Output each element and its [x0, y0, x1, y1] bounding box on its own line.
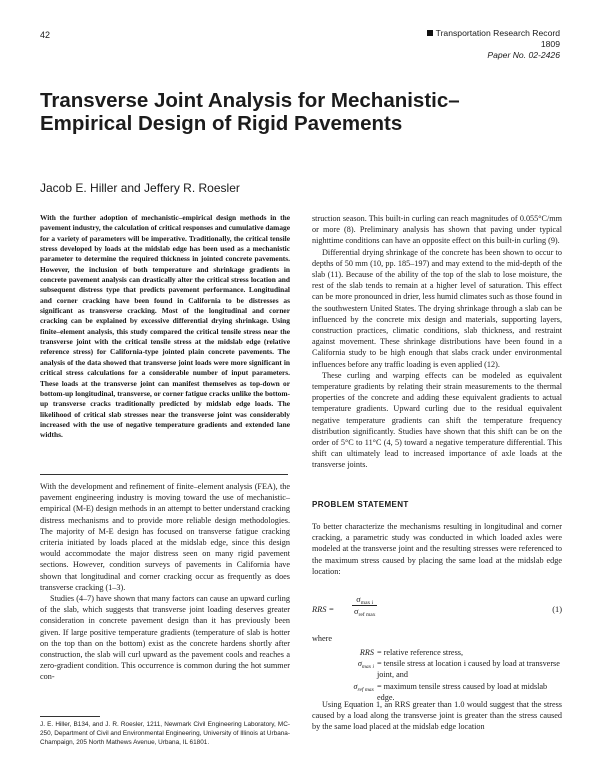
definition-row	[312, 647, 562, 658]
equation-fraction	[352, 595, 377, 616]
equation-denominator: $\sigma_{ref max}$	[354, 607, 376, 618]
section-heading: PROBLEM STATEMENT	[312, 500, 409, 509]
right-paragraph-1: struction season. This built-in curling can reach magnitudes of 0.055°C/mm or more (8). Preliminary analysis has shown that paving under typical nighttime conditions can have an opposite effect on this built-in curling (9).	[312, 214, 562, 246]
where-label: where	[312, 634, 333, 643]
right-body	[312, 213, 562, 471]
left-body	[40, 481, 290, 683]
equation-1	[312, 591, 562, 627]
right-paragraph-3: These curling and warping effects can be modeled as equivalent temperature gradients by relating their strain measurements to the thermal properties of the concrete and adding these equivalent gradients to actual temperature gradients. Upward curling due to the residual equivalent negative temperature gradients can shift the temperature frequency distribution significantly. Studies have shown that this shift can be on the order of 5°C to 11°C (4, 5) toward a negative temperature differential. This shift can ultimately lead to increased importance of axle loads at the transverse joints.	[312, 370, 562, 470]
definition-row	[312, 658, 562, 680]
square-bullet-icon	[427, 30, 433, 36]
equation-numerator: $\sigma_{max i}$	[356, 595, 374, 606]
page-number: 42	[40, 30, 51, 40]
abstract-divider	[40, 474, 288, 475]
abstract	[40, 213, 290, 441]
right-paragraph-2: Differential drying shrinkage of the concrete has been shown to occur to depths of 50 mm (10, pp. 185–197) and may extend to the mid-depth of the slab (11). Because of the ability of the top of the slab to lose moisture, the rest of the slab tends to remain at a higher level of saturation. This effect can be more pronounced in drier, less humid climates such as those found in the southwestern United States. The drying shrinkage through a slab can be influenced by the concrete mix design and materials, supporting layers, construction practices, climatic conditions, slab thickness, and restraint against movement. These shrinkage distributions have been found in a California study to be high enough that slabs crack under environmental influences before any traffic loading is even applied (12).	[312, 247, 562, 369]
left-paragraph-2: Studies (4–7) have shown that many factors can cause an upward curling of the slab, which suggests that transverse joint loading deserves greater consideration in concrete pavement design than it has previously been given. If large positive temperature gradients (temperature of slab is hotter on the top than on the bottom) exist as the concrete hardens shortly after construction, the slab will curl upward as the pavement cools and reaches a zero-gradient condition. This occurrence is common during the hot summer con-	[40, 594, 290, 682]
abstract-text: With the further adoption of mechanistic–empirical design methods in the pavement industry, the calculation of critical responses and cumulative damage for a variety of parameters will be imperative. Traditionally, the critical tensile stress developed by loads at the midslab edge has been used as a mechanistic parameter to determine the required thickness in jointed concrete pavements. However, the inclusion of both temperature and shrinkage gradients in concrete pavement analysis can drastically alter the critical stress location and subsequent distress type that predicts pavement performance. Longitudinal and corner cracking have been found in California to be distresses as significant as transverse cracking. Most of the longitudinal and corner cracking can be explained by excessive differential drying shrinkage. Using finite–element analysis, this study compared the critical tensile stress near the transverse joint with the critical tensile stress at the midslab edge (relative reference stress) for California-type jointed plain concrete pavements. The analysis of the data showed that transverse joint loads were more significant in critical stress calculations for a considerable number of input parameters. These loads at the transverse joint can manifest themselves as top-down or bottom-up longitudinal, transverse, or corner fatigue cracks unlike the bottom-up transverse cracks traditionally predicted by midslab edge loads. The likelihood of critical slab stresses near the transverse joint was considerably increased with the use of negative temperature gradients and extended lane widths.	[40, 213, 290, 440]
journal-header	[410, 28, 560, 61]
definition-text: = relative reference stress,	[377, 648, 463, 657]
problem-paragraph: To better characterize the mechanisms resulting in longitudinal and corner cracking, a parametric study was conducted in which loaded axles were modeled at the transverse joint and the resulting stresses were referenced to the maximum stress caused by placing the same load at the midslab edge location:	[312, 522, 562, 576]
definitions	[312, 647, 562, 703]
journal-name	[410, 28, 560, 50]
definition-symbol: RRS	[359, 648, 374, 657]
authors: Jacob E. Hiller and Jeffery R. Roesler	[40, 181, 240, 195]
journal-name-text: Transportation Research Record 1809	[435, 28, 560, 49]
left-paragraph-1: With the development and refinement of finite–element analysis (FEA), the pavement engineering industry is moving toward the use of mechanistic–empirical (M-E) design methods in an attempt to better understand cracking distress mechanisms and to provide more reliable design methodologies. The majority of M-E design has focused on transverse fatigue cracking criteria initiated by loads placed at the midslab edge, since this design would accommodate the major distress seen on many rigid pavement sections. However, condition surveys of pavements in California have shown that longitudinal and corner cracking occur as frequently as does transverse cracking (1–3).	[40, 482, 290, 592]
definition-symbol: $\sigma_{ref max}$	[353, 681, 374, 693]
footnote-divider	[40, 716, 100, 717]
closing-body	[312, 699, 562, 733]
equation-lhs: RRS =	[312, 605, 335, 614]
article-title: Transverse Joint Analysis for Mechanistic–Empirical Design of Rigid Pavements	[40, 89, 460, 135]
closing-paragraph: Using Equation 1, an RRS greater than 1.0 would suggest that the stress caused by a load along the transverse joint is greater than the stress caused by the same load placed at the midslab edge location	[312, 700, 562, 732]
definition-text: = tensile stress at location i caused by load at transverse joint, and	[377, 659, 560, 680]
definition-text: = maximum tensile stress caused by load at midslab edge.	[377, 681, 548, 702]
paper-number: Paper No. 02-2426	[487, 50, 560, 60]
footnote: J. E. Hiller, B134, and J. R. Roesler, 1211, Newmark Civil Engineering Laboratory, MC-250, Department of Civil and Environmental Engineering, University of Illinois at Urbana-Champaign, 205 North Mathews Avenue, Urbana, IL 61801.	[40, 721, 290, 747]
definition-symbol: $\sigma_{max i}$	[357, 659, 374, 671]
problem-statement	[312, 521, 562, 577]
equation-number: (1)	[552, 605, 562, 614]
